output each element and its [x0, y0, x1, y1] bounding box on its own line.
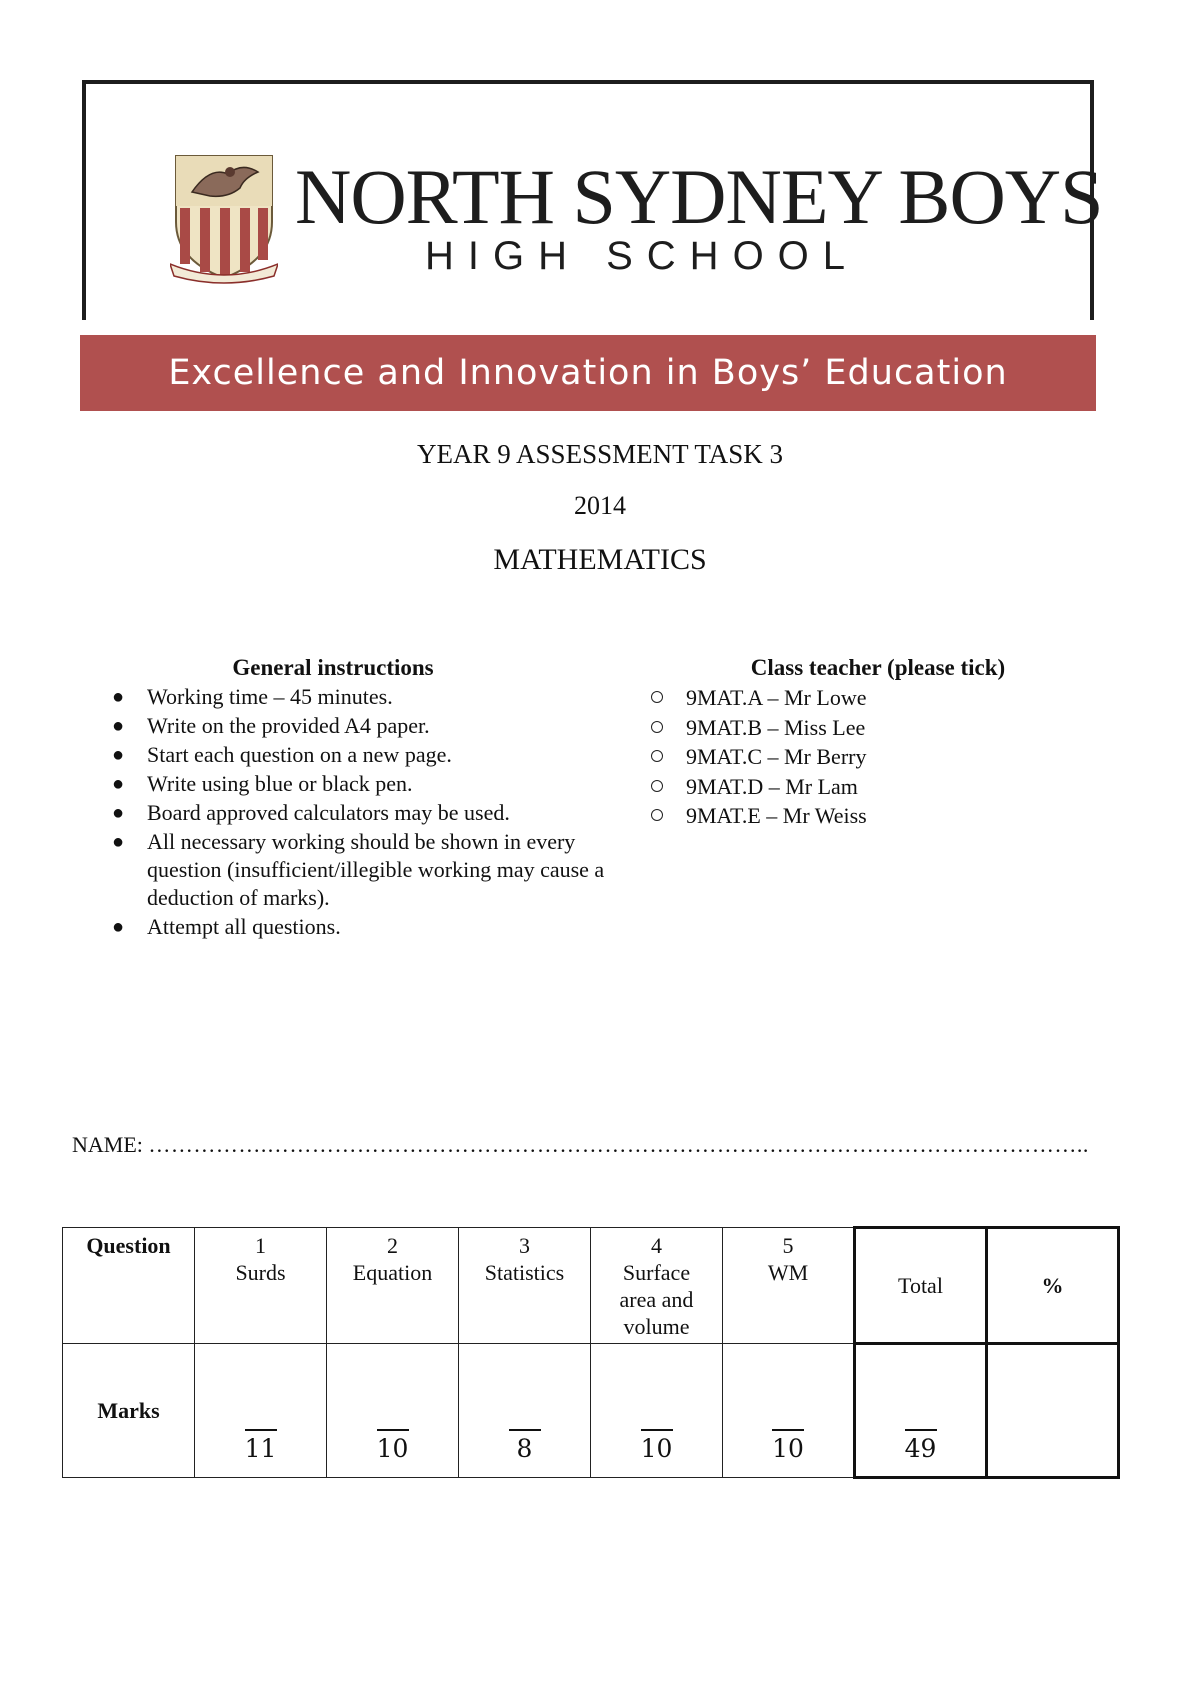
name-field-row [72, 1132, 1089, 1158]
instruction-item: ● Write using blue or black pen. [112, 771, 413, 796]
class-option-9mat-b[interactable]: 9MAT.B – Miss Lee [648, 713, 1068, 743]
tick-circle-icon[interactable] [651, 750, 663, 762]
bullet-icon: ● [112, 744, 125, 766]
question-label: Question [63, 1228, 195, 1344]
bullet-icon: ● [112, 686, 125, 708]
name-input-line[interactable]: …………….……………………………………………………………………………………………….. [148, 1132, 1089, 1157]
marks-cell-2[interactable]: 10 [327, 1344, 459, 1478]
bullet-icon: ● [112, 831, 125, 853]
general-instructions [108, 655, 608, 942]
percent-header: % [987, 1228, 1119, 1344]
instruction-item: ● Board approved calculators may be used. [112, 800, 510, 825]
instruction-item: ● Start each question on a new page. [112, 742, 452, 767]
marks-cell-4[interactable]: 10 [591, 1344, 723, 1478]
class-teacher-list [648, 683, 1068, 831]
class-option-9mat-e[interactable]: 9MAT.E – Mr Weiss [648, 801, 1068, 831]
marks-table [62, 1226, 1120, 1479]
school-subtitle: HIGH SCHOOL [425, 234, 860, 278]
class-option-9mat-a[interactable]: 9MAT.A – Mr Lowe [648, 683, 1068, 713]
motto-banner-text: Excellence and Innovation in Boys’ Education [168, 353, 1008, 393]
total-marks-cell[interactable]: 49 [855, 1344, 987, 1478]
question-header-5: 5 WM [723, 1228, 855, 1344]
class-option-9mat-d[interactable]: 9MAT.D – Mr Lam [648, 772, 1068, 802]
question-header-2: 2 Equation [327, 1228, 459, 1344]
question-row [63, 1228, 1119, 1344]
instruction-item: ● Attempt all questions. [112, 914, 341, 939]
question-header-3: 3 Statistics [459, 1228, 591, 1344]
class-teacher-section [648, 655, 1068, 831]
marks-label: Marks [63, 1344, 195, 1478]
question-header-1: 1 Surds [195, 1228, 327, 1344]
total-header: Total [855, 1228, 987, 1344]
class-option-9mat-c[interactable]: 9MAT.C – Mr Berry [648, 742, 1068, 772]
bullet-icon: ● [112, 916, 125, 938]
bullet-icon: ● [112, 715, 125, 737]
instructions-heading: General instructions [232, 655, 434, 680]
class-teacher-heading: Class teacher (please tick) [750, 655, 1006, 680]
school-name: NORTH SYDNEY BOYS [295, 153, 1103, 240]
instruction-item: ● All necessary working should be shown in every question (insufficient/illegible working may cause a deduction of marks). [112, 829, 605, 910]
marks-cell-3[interactable]: 8 [459, 1344, 591, 1478]
exam-year: 2014 [574, 491, 626, 520]
subject-title: MATHEMATICS [493, 543, 707, 576]
school-crest-logo [170, 152, 278, 284]
instruction-item: ● Write on the provided A4 paper. [112, 713, 430, 738]
name-label: NAME: [72, 1132, 143, 1157]
instructions-list [108, 683, 608, 941]
marks-cell-1[interactable]: 11 [195, 1344, 327, 1478]
tick-circle-icon[interactable] [651, 691, 663, 703]
tick-circle-icon[interactable] [651, 780, 663, 792]
instruction-item: ● Working time – 45 minutes. [112, 684, 393, 709]
question-header-4: 4 Surface area and volume [591, 1228, 723, 1344]
bullet-icon: ● [112, 773, 125, 795]
motto-banner [80, 335, 1096, 411]
task-title: YEAR 9 ASSESSMENT TASK 3 [417, 439, 783, 469]
tick-circle-icon[interactable] [651, 809, 663, 821]
percent-cell[interactable] [987, 1344, 1119, 1478]
tick-circle-icon[interactable] [651, 721, 663, 733]
marks-row [63, 1344, 1119, 1478]
marks-cell-5[interactable]: 10 [723, 1344, 855, 1478]
bullet-icon: ● [112, 802, 125, 824]
